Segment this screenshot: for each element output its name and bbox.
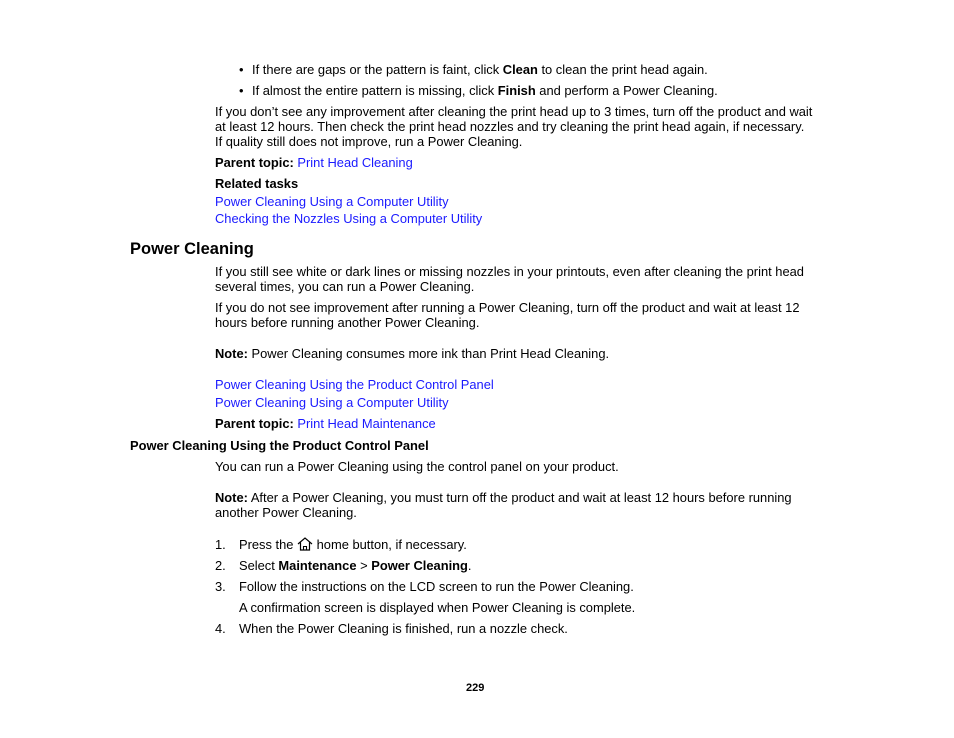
bullet-text: to clean the print head again. xyxy=(537,62,708,77)
parent-topic-label: Parent topic: xyxy=(215,155,294,170)
bullet-marker: • xyxy=(239,62,244,77)
parent-topic-row xyxy=(215,155,413,170)
page-number: 229 xyxy=(466,682,485,694)
link-print-head-maintenance[interactable]: Print Head Maintenance xyxy=(297,416,436,431)
section-title-power-cleaning: Power Cleaning xyxy=(130,240,254,258)
subsection-title: Power Cleaning Using the Product Control Panel xyxy=(130,438,429,453)
home-icon xyxy=(297,537,313,551)
parent-topic-label: Parent topic: xyxy=(215,416,294,431)
link-power-cleaning-computer-utility[interactable]: Power Cleaning Using a Computer Utility xyxy=(215,194,449,209)
step-3-result: A confirmation screen is displayed when Power Cleaning is complete. xyxy=(239,600,636,615)
note-turn-off-line-1 xyxy=(215,490,792,505)
intro-line-2: at least 12 hours. Then check the print head nozzles and try cleaning the print head again, if necessary. xyxy=(215,119,805,134)
bullet-text: If there are gaps or the pattern is faint, click xyxy=(252,62,503,77)
step-4: When the Power Cleaning is finished, run a nozzle check. xyxy=(239,621,568,636)
section-para1-line-1: If you still see white or dark lines or missing nozzles in your printouts, even after cleaning the print head xyxy=(215,264,804,279)
step-number-2: 2. xyxy=(215,558,226,573)
step-text: . xyxy=(467,558,472,573)
link-power-cleaning-control-panel[interactable]: Power Cleaning Using the Product Control Panel xyxy=(215,377,494,392)
step-text: Press the xyxy=(239,537,298,552)
step-number-4: 4. xyxy=(215,621,226,636)
parent-topic-row-2 xyxy=(215,416,436,431)
intro-line-1: If you don’t see any improvement after cleaning the print head up to 3 times, turn off the product and wait xyxy=(215,104,813,119)
power-cleaning-keyword: Power Cleaning xyxy=(371,558,468,573)
bullet-item-clean xyxy=(252,62,708,77)
clean-keyword: Clean xyxy=(502,62,538,77)
maintenance-keyword: Maintenance xyxy=(278,558,357,573)
section-para2-line-1: If you do not see improvement after running a Power Cleaning, turn off the product and wait at least 12 xyxy=(215,300,800,315)
intro-line-3: If quality still does not improve, run a Power Cleaning. xyxy=(215,134,523,149)
step-number-3: 3. xyxy=(215,579,226,594)
bullet-marker: • xyxy=(239,83,244,98)
step-text: > xyxy=(356,558,372,573)
bullet-item-finish xyxy=(252,83,718,98)
link-checking-nozzles-computer-utility[interactable]: Checking the Nozzles Using a Computer Utility xyxy=(215,211,483,226)
related-tasks-heading: Related tasks xyxy=(215,176,299,191)
step-2 xyxy=(239,558,472,573)
subsection-intro: You can run a Power Cleaning using the control panel on your product. xyxy=(215,459,619,474)
section-para2-line-2: hours before running another Power Cleaning. xyxy=(215,315,480,330)
step-3: Follow the instructions on the LCD screen to run the Power Cleaning. xyxy=(239,579,634,594)
note-label: Note: xyxy=(215,490,248,505)
note-ink-usage xyxy=(215,346,609,361)
note-text: After a Power Cleaning, you must turn off the product and wait at least 12 hours before running xyxy=(247,490,792,505)
finish-keyword: Finish xyxy=(497,83,536,98)
step-number-1: 1. xyxy=(215,537,226,552)
bullet-text: and perform a Power Cleaning. xyxy=(535,83,718,98)
note-label: Note: xyxy=(215,346,248,361)
step-1 xyxy=(239,537,467,552)
section-para1-line-2: several times, you can run a Power Cleaning. xyxy=(215,279,475,294)
bullet-text: If almost the entire pattern is missing, click xyxy=(252,83,498,98)
step-text: Select xyxy=(239,558,279,573)
note-text: Power Cleaning consumes more ink than Print Head Cleaning. xyxy=(247,346,610,361)
link-power-cleaning-computer-utility-2[interactable]: Power Cleaning Using a Computer Utility xyxy=(215,395,449,410)
step-text: home button, if necessary. xyxy=(313,537,467,552)
link-print-head-cleaning[interactable]: Print Head Cleaning xyxy=(297,155,413,170)
note-turn-off-line-2: another Power Cleaning. xyxy=(215,505,357,520)
